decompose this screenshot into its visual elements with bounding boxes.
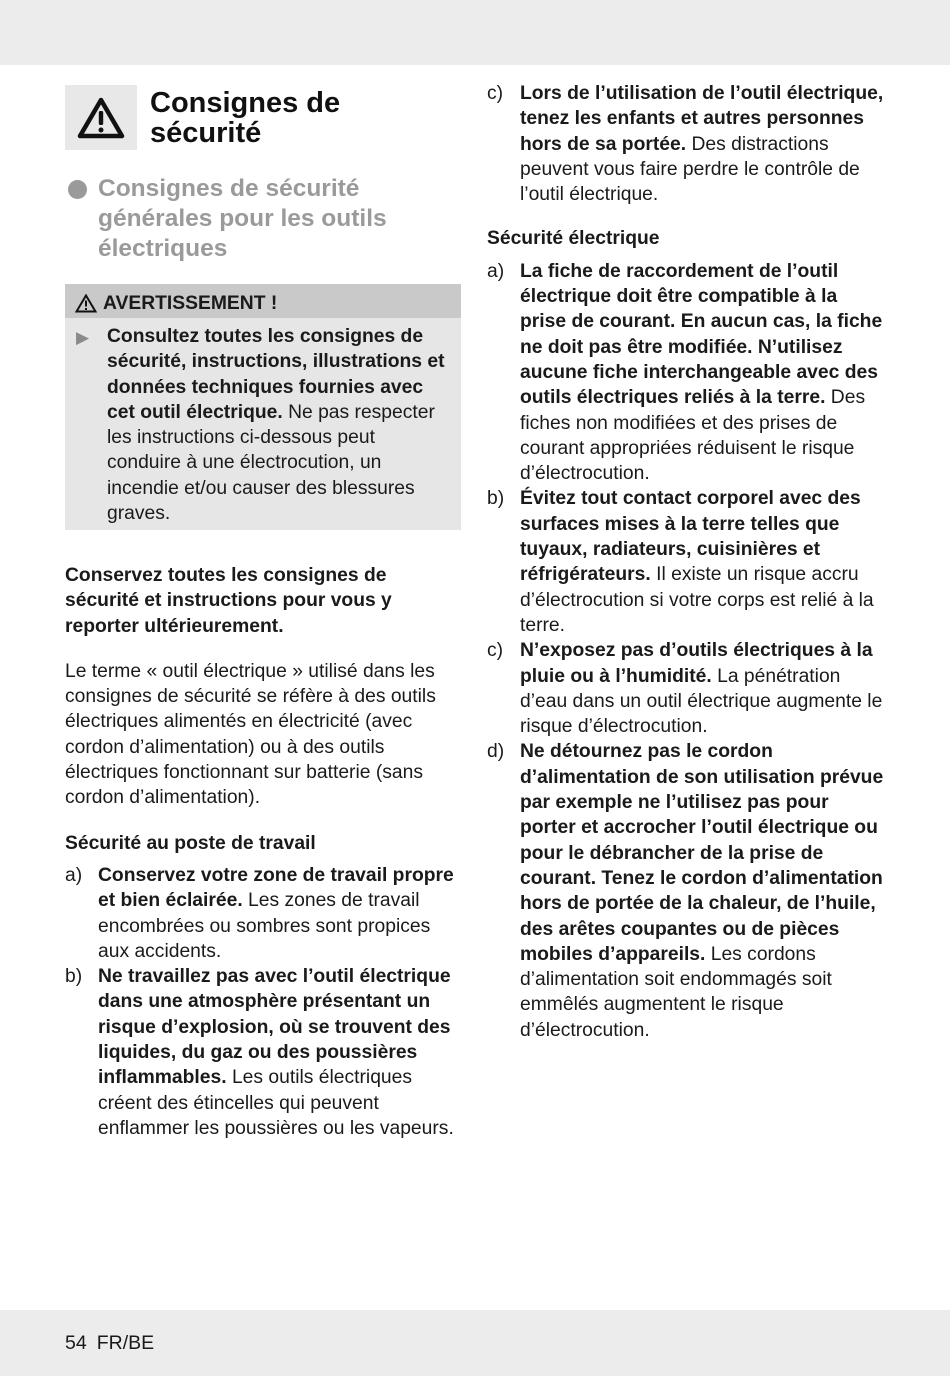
warning-text: Ne pas respecter les instructions ci-dessous peut conduire à une électrocution, un incendie et/ou causer des blessures graves. [107, 401, 435, 525]
intro-bold [65, 563, 465, 639]
list-bold-text: N’exposez pas d’outils électriques à la pluie ou à l’humidité. [520, 640, 873, 687]
bullet-dot-icon [68, 180, 87, 199]
list-item [487, 739, 887, 1043]
page-title [150, 88, 340, 148]
list-text: Des distractions peuvent vous faire perdre le contrôle de l’outil électrique. [520, 133, 860, 206]
list-text: Les outils électriques créent des étincelles qui peuvent enflammer les poussières ou les vapeurs. [98, 1067, 454, 1139]
title-line: sécurité [150, 117, 262, 149]
warning-header [65, 284, 461, 318]
list-label: a) [65, 864, 83, 886]
section-subtitle: Consignes de sécurité générales pour les outils électriques [98, 175, 387, 262]
list-label: c) [487, 640, 504, 662]
list-label: b) [65, 966, 83, 988]
workplace-list [65, 863, 465, 1141]
warning-heading: AVERTISSEMENT ! [103, 292, 278, 314]
intro-paragraph: Le terme « outil électrique » utilisé dans les consignes de sécurité se réfère à des outils électriques alimentés en électricité (avec cordon d’alimentation) ou à des outils électriques fonctionnant sur batterie (sans cordon d’alimentation). [65, 660, 436, 809]
list-item [487, 638, 887, 739]
workplace-heading: Sécurité au poste de travail [65, 832, 316, 854]
list-item [487, 81, 887, 207]
list-label: c) [487, 83, 504, 104]
list-text: Il existe un risque accru d’électrocution si votre corps est relié à la terre. [520, 564, 874, 636]
workplace-list-continued [487, 81, 887, 207]
warning-bold-text: Consultez toutes les consignes de sécurité, instructions, illustrations et données techniques fournies avec cet outil électrique. [107, 326, 445, 423]
list-item [65, 964, 465, 1141]
list-bold-text: Lors de l’utilisation de l’outil électrique, tenez les enfants et autres personnes hors de sa portée. [520, 83, 884, 155]
warning-body [65, 318, 461, 530]
list-bold-text: Ne détournez pas le cordon d’alimentation de son utilisation prévue par exemple ne l’utilisez pas pour porter et accrocher l’outil électrique ou pour le débrancher de la prise de courant. Tenez le cordon d’alimentation hors de portée de la chaleur, de l’huile, des arêtes coupantes ou de pièces mobiles d’appareils. [520, 741, 884, 965]
list-bold-text: Conservez votre zone de travail propre et bien éclairée. [98, 864, 454, 912]
warning-box [65, 284, 461, 530]
arrow-right-icon: ▶ [76, 328, 90, 347]
title-line: Consignes de [150, 87, 341, 119]
list-bold-text: Évitez tout contact corporel avec des surfaces mises à la terre telles que tuyaux, radiateurs, cuisinières et réfrigérateurs. [520, 488, 861, 586]
page-number: 54 [65, 1332, 87, 1354]
locale: FR/BE [96, 1332, 155, 1354]
list-item [65, 863, 465, 964]
list-item [487, 486, 887, 638]
list-label: b) [487, 488, 505, 510]
list-text: Les cordons d’alimentation soit endommagés soit emmêlés augmentent le risque d’électrocution. [520, 943, 832, 1041]
list-bold-text: La fiche de raccordement de l’outil électrique doit être compatible à la prise de courant. En aucun cas, la fiche ne doit pas être modifiée. N’utilisez aucune fiche interchangeable avec des outils électriques reliés à la terre. [520, 260, 883, 409]
list-item [487, 259, 887, 487]
electrical-list [487, 259, 887, 1043]
left-column [65, 563, 465, 1141]
list-bold-text: Ne travaillez pas avec l’outil électrique dans une atmosphère présentant un risque d’explosion, où se trouvent des liquides, du gaz ou des poussières inflammables. [98, 966, 451, 1089]
warning-small-icon [75, 294, 97, 313]
warning-icon-box [65, 85, 137, 150]
list-text: Les zones de travail encombrées ou sombres sont propices aux accidents. [98, 890, 431, 962]
intro-bold-text: Conservez toutes les consignes de sécurité et instructions pour vous y reporter ultérieurement. [65, 565, 392, 637]
list-label: a) [487, 260, 505, 282]
electrical-heading: Sécurité électrique [487, 228, 660, 250]
footer [65, 1331, 164, 1356]
list-text: Des fiches non modifiées et des prises de courant appropriées réduisent le risque d’électrocution. [520, 387, 866, 485]
list-label: d) [487, 741, 505, 763]
right-column [487, 81, 887, 1043]
warning-triangle-icon [77, 97, 125, 139]
top-band [0, 0, 950, 65]
list-text: La pénétration d’eau dans un outil électrique augmente le risque d’électrocution. [520, 665, 883, 738]
